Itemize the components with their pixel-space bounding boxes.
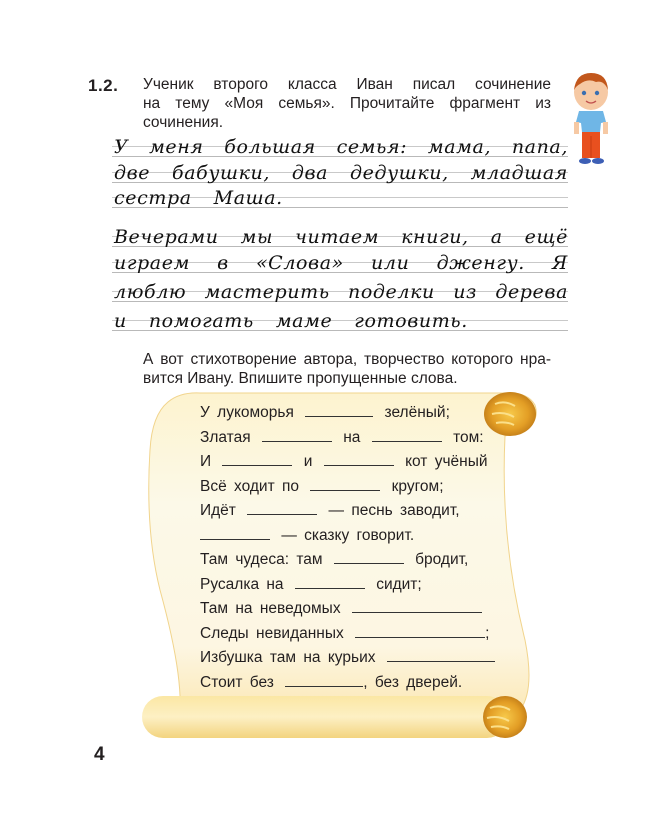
task-text [143,75,551,132]
boy-character-icon [566,70,616,166]
handwriting-line: и помогать маме готовить. [114,309,468,332]
handwriting-line: играем в «Слова» или дженгу. Я [114,251,568,274]
poem-intro: А вот стихотворение автора, творчество которого нра- вится Ивану. Впишите пропущенные слова. [143,351,551,387]
handwriting-line: сестра Маша. [114,187,283,209]
task-text-line: сочинения. [143,114,224,131]
task-number: 1.2. [88,76,119,95]
handwriting-paragraph-1 [112,136,568,213]
handwriting-line: две бабушки, два дедушки, младшая [114,161,568,184]
poem-line: Русалка на сидит; [200,575,422,593]
task-text-line: на тему «Моя семья». Прочитайте фрагмент из [143,95,551,112]
poem-line: Там чудеса: там бродит, [200,551,469,568]
blank-input[interactable] [352,598,482,613]
blank-input[interactable] [305,402,373,417]
poem-fill-in [200,401,520,695]
blank-input[interactable] [222,451,292,466]
poem-line: У лукоморья зелёный; [200,404,450,421]
poem-line: Там на неведомых [200,597,520,622]
blank-input[interactable] [310,476,380,491]
blank-input[interactable] [334,549,404,564]
blank-input[interactable] [247,500,317,515]
handwriting-paragraph-2 [112,226,568,335]
poem-line: Избушка там на курьих [200,646,520,671]
blank-input[interactable] [200,525,270,540]
poem-line: Следы невиданных ; [200,624,490,642]
poem-line: Идёт — песнь заводит, [200,502,460,519]
task-text-line: Ученик второго класса Иван писал сочинение [143,76,551,93]
poem-line: Златая на том: [200,428,484,446]
page-number: 4 [94,744,105,765]
blank-input[interactable] [295,574,365,589]
handwriting-line: Вечерами мы читаем книги, а ещё [114,226,568,248]
handwriting-line: люблю мастерить поделки из дерева [114,280,568,303]
blank-input[interactable] [372,427,442,442]
poem-line: Всё ходит по кругом; [200,477,444,495]
handwriting-line: У меня большая семья: мама, папа, [114,136,568,158]
poem-line: И и кот учёный [200,453,488,470]
blank-input[interactable] [324,451,394,466]
blank-input[interactable] [355,623,485,638]
poem-line: Стоит без , без дверей. [200,673,463,691]
blank-input[interactable] [285,672,363,687]
poem-line: — сказку говорит. [200,524,520,549]
blank-input[interactable] [387,647,495,662]
blank-input[interactable] [262,427,332,442]
